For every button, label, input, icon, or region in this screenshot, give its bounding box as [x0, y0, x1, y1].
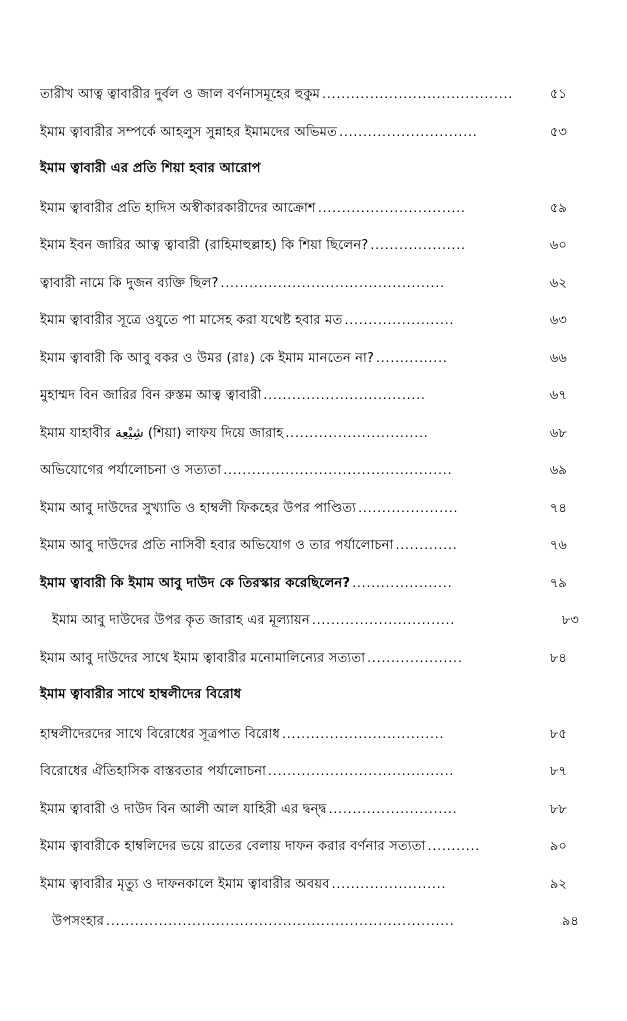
toc-entry-title: ইমাম আবু দাউদের প্রতি নাসিবী হবার অভিযোগ ও তার পর্যালোচনা: [40, 538, 394, 553]
toc-page-number: ৮৪: [549, 650, 567, 666]
toc-leader-dots: ...............: [376, 349, 448, 365]
toc-entry-title: বিরোধের ঐতিহাসিক বাস্তবতার পর্যালোচনা: [40, 764, 267, 779]
toc-entry-title-arabic: شِيْعِة: [115, 425, 144, 441]
toc-page-number: ৭৬: [549, 538, 567, 553]
toc-entry-title: মুহাম্মদ বিন জারির বিন রুস্তম আত্ব ত্বাবারী: [40, 388, 262, 403]
toc-entry-title: ইমাম ত্বাবারীর প্রতি হাদিস অস্বীকারকারীদের আক্রোশ: [40, 200, 316, 216]
toc-entry[interactable]: [40, 86, 567, 104]
toc-entry-title: ইমাম ত্বাবারীর সাথে হাম্বলীদের বিরোধ: [40, 687, 242, 702]
toc-entry[interactable]: [40, 462, 567, 480]
toc-page-number: ৯০: [549, 839, 567, 854]
toc-entry-title: ইমাম ত্বাবারীর সূত্রে ওযুতে পা মাসেহ করা যথেষ্ট হবার মত: [40, 313, 343, 328]
toc-entry[interactable]: [40, 650, 567, 668]
toc-entry-title: তারীখ আত্ব ত্বাবারীর দুর্বল ও জাল বর্ণনাসমূহের হুকুম: [40, 87, 321, 102]
toc-section-heading: [40, 687, 567, 704]
toc-leader-dots: ...........................: [328, 800, 458, 816]
toc-page-number: ৯২: [549, 876, 567, 892]
toc-leader-dots: .............................: [339, 123, 478, 139]
toc-entry[interactable]: [40, 425, 567, 443]
toc-entry[interactable]: [40, 537, 567, 555]
toc-entry-title-part: (শিয়া) লাফয দিয়ে জারাহ: [147, 425, 284, 441]
toc-page-number: ৬৩: [549, 313, 567, 328]
toc-leader-dots: .............: [395, 537, 458, 552]
toc-leader-dots: ...............................: [317, 199, 466, 215]
toc-page-number: ৬৯: [549, 463, 567, 478]
toc-entry[interactable]: [40, 500, 567, 518]
toc-entry-title: অভিযোগের পর্যালোচনা ও সত্যতা: [40, 463, 222, 478]
toc-entry[interactable]: [40, 312, 567, 330]
toc-entry-title: ইমাম ত্বাবারীকে হাম্বলিদের ভয়ে রাতের বেলায় দাফন করার বর্ণনার সত্যতা: [40, 839, 426, 854]
toc-page-number: ৭৪: [549, 500, 567, 516]
toc-entry[interactable]: [40, 350, 567, 368]
toc-entry[interactable]: [40, 237, 567, 255]
toc-entry-title: ইমাম ইবন জারির আত্ব ত্বাবারী (রাহিমাহুল্লাহ) কি শিয়া ছিলেন?: [40, 238, 369, 253]
toc-entry-title: হাম্বলীদেরদের সাথে বিরোধের সূত্রপাত বিরোধ: [40, 726, 281, 742]
toc-section-heading: [40, 161, 567, 178]
toc-entry-title: উপসংহার: [52, 914, 105, 929]
toc-entry-title: ইমাম ত্বাবারী এর প্রতি শিয়া হবার আরোপ: [40, 161, 261, 176]
toc-entry-title: [40, 426, 283, 443]
toc-entry-title: ইমাম আবু দাউদের সুখ্যাতি ও হাম্বলী ফিকহের উপর পাণ্ডিত্য: [40, 500, 357, 516]
toc-entry[interactable]: [40, 838, 567, 856]
toc-entry[interactable]: [40, 726, 567, 744]
toc-entry-title: ইমাম ত্বাবারী ও দাউদ বিন আলী আল যাহিরী এর দ্বন্দ্ব: [40, 801, 327, 817]
toc-entry-title: ইমাম ত্বাবারীর সম্পর্কে আহলুস সুন্নাহর ইমামদের অভিমত: [40, 124, 338, 140]
toc-page-number: ৬৬: [549, 350, 567, 366]
toc-leader-dots: ..............................: [311, 612, 456, 627]
toc-page-number: ৫৯: [549, 200, 567, 216]
toc-entry-title-part: ইমাম যাহাবীর: [40, 425, 111, 441]
toc-entry[interactable]: [40, 124, 567, 142]
toc-page-number: ৮৮: [549, 801, 567, 817]
toc-page-number: ৮৭: [549, 764, 567, 779]
toc-page-number: ৭৯: [549, 575, 567, 591]
toc-entry-title: ইমাম আবু দাউদের সাথে ইমাম ত্বাবারীর মনোমালিন্যের সত্যতা: [40, 650, 366, 666]
toc-leader-dots: ................................................: [223, 462, 453, 477]
toc-page-number: ৮৫: [549, 726, 567, 742]
toc-leader-dots: .......................: [344, 312, 455, 327]
toc-leader-dots: .....................: [358, 499, 459, 515]
toc-entry-title: ইমাম ত্বাবারীর মৃত্যু ও দাফনকালে ইমাম ত্বাবারীর অবয়ব: [40, 876, 330, 892]
toc-page-number: ৬৭: [549, 388, 567, 403]
toc-entry[interactable]: [40, 876, 567, 894]
toc-leader-dots: ........................................: [322, 86, 514, 101]
toc-page-number: ৬০: [549, 238, 567, 253]
toc-entry[interactable]: [40, 387, 567, 405]
toc-page-number: ৬২: [549, 275, 567, 291]
toc-entry[interactable]: [40, 575, 567, 593]
toc-page-number: ৯৪: [561, 914, 579, 929]
toc-entry[interactable]: [40, 612, 579, 630]
toc-entry[interactable]: [40, 763, 567, 781]
toc-leader-dots: .......................................: [268, 763, 455, 778]
toc-entry[interactable]: [40, 801, 567, 819]
toc-leader-dots: ..................................: [282, 725, 445, 741]
toc-leader-dots: ....................: [367, 649, 463, 665]
toc-entry[interactable]: [40, 275, 567, 293]
toc-page-number: ৫১: [549, 87, 567, 102]
toc-leader-dots: ...........: [427, 838, 481, 853]
toc-leader-dots: ..................................: [263, 387, 426, 402]
toc-entry-title: ইমাম ত্বাবারী কি ইমাম আবু দাউদ কে তিরস্কার করেছিলেন?: [40, 575, 351, 591]
toc-entry[interactable]: [40, 200, 567, 218]
toc-leader-dots: ..............................: [285, 424, 429, 440]
toc-leader-dots: .....................: [352, 574, 453, 590]
toc-entry-title: ত্বাবারী নামে কি দুজন ব্যক্তি ছিল?: [40, 275, 219, 291]
toc-leader-dots: .........................................................................: [106, 913, 455, 928]
toc-leader-dots: ....................: [370, 237, 466, 252]
toc-leader-dots: ........................: [331, 875, 447, 891]
toc-leader-dots: ...............................................: [220, 274, 445, 290]
toc-entry-title: ইমাম আবু দাউদের উপর কৃত জারাহ এর মূল্যায়ন: [52, 613, 310, 628]
toc-page-number: ৮৩: [561, 613, 579, 628]
table-of-contents: [40, 86, 579, 931]
toc-page-number: ৫৩: [549, 124, 567, 140]
toc-entry[interactable]: [40, 913, 579, 931]
toc-page-number: ৬৮: [549, 425, 567, 441]
toc-entry-title: ইমাম ত্বাবারী কি আবু বকর ও উমর (রাঃ) কে ইমাম মানতেন না?: [40, 350, 375, 366]
